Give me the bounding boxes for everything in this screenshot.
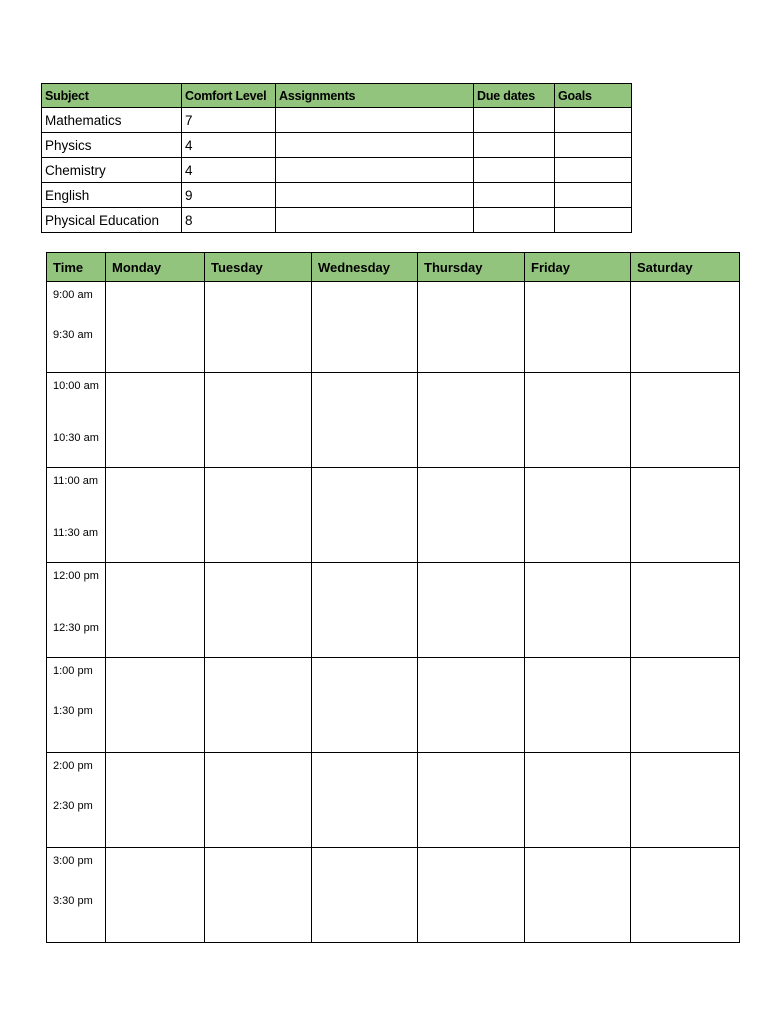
table-row: [42, 208, 632, 233]
time-cell: [47, 848, 106, 943]
schedule-row: [47, 373, 740, 468]
schedule-cell-thursday[interactable]: [418, 753, 525, 848]
schedule-cell-friday[interactable]: [525, 468, 631, 563]
schedule-cell-wednesday[interactable]: [312, 282, 418, 373]
time-slot-label: 3:30 pm: [53, 895, 93, 907]
schedule-cell-saturday[interactable]: [631, 848, 740, 943]
time-cell: [47, 563, 106, 658]
schedule-cell-tuesday[interactable]: [205, 282, 312, 373]
table-row: [42, 158, 632, 183]
schedule-row: [47, 282, 740, 373]
time-cell: [47, 753, 106, 848]
time-slot-label: 1:30 pm: [53, 705, 93, 717]
subject-cell[interactable]: Physical Education: [42, 208, 182, 233]
time-slot-label: 10:30 am: [53, 432, 99, 444]
goals-cell[interactable]: [555, 208, 632, 233]
schedule-cell-thursday[interactable]: [418, 658, 525, 753]
time-slot-label: 2:00 pm: [53, 760, 93, 772]
header-assignments: Assignments: [276, 84, 474, 108]
header-comfort-level: Comfort Level: [182, 84, 276, 108]
schedule-cell-monday[interactable]: [106, 658, 205, 753]
header-wednesday: Wednesday: [312, 253, 418, 282]
time-cell: [47, 468, 106, 563]
schedule-cell-tuesday[interactable]: [205, 658, 312, 753]
schedule-cell-tuesday[interactable]: [205, 563, 312, 658]
table-row: [42, 183, 632, 208]
schedule-cell-saturday[interactable]: [631, 282, 740, 373]
schedule-cell-wednesday[interactable]: [312, 848, 418, 943]
weekly-schedule-table: [46, 252, 740, 943]
time-slot-label: 9:30 am: [53, 329, 93, 341]
schedule-cell-monday[interactable]: [106, 753, 205, 848]
schedule-cell-wednesday[interactable]: [312, 658, 418, 753]
comfort-cell[interactable]: 9: [182, 183, 276, 208]
schedule-cell-tuesday[interactable]: [205, 848, 312, 943]
goals-cell[interactable]: [555, 108, 632, 133]
schedule-cell-friday[interactable]: [525, 848, 631, 943]
time-slot-label: 11:30 am: [53, 527, 99, 539]
time-slot-label: 1:00 pm: [53, 665, 93, 677]
schedule-cell-monday[interactable]: [106, 563, 205, 658]
schedule-cell-tuesday[interactable]: [205, 373, 312, 468]
goals-cell[interactable]: [555, 133, 632, 158]
table-row: [42, 108, 632, 133]
table-row: [42, 133, 632, 158]
schedule-header-row: [47, 253, 740, 282]
schedule-cell-saturday[interactable]: [631, 468, 740, 563]
schedule-cell-saturday[interactable]: [631, 753, 740, 848]
subjects-header-row: [42, 84, 632, 108]
schedule-cell-tuesday[interactable]: [205, 468, 312, 563]
schedule-cell-monday[interactable]: [106, 373, 205, 468]
subject-cell[interactable]: English: [42, 183, 182, 208]
due-date-cell[interactable]: [474, 183, 555, 208]
time-slot-label: 12:00 pm: [53, 570, 99, 582]
goals-cell[interactable]: [555, 158, 632, 183]
header-goals: Goals: [555, 84, 632, 108]
schedule-cell-thursday[interactable]: [418, 563, 525, 658]
schedule-cell-monday[interactable]: [106, 282, 205, 373]
schedule-cell-thursday[interactable]: [418, 468, 525, 563]
goals-cell[interactable]: [555, 183, 632, 208]
time-slot-label: 9:00 am: [53, 289, 93, 301]
schedule-cell-friday[interactable]: [525, 753, 631, 848]
schedule-cell-wednesday[interactable]: [312, 753, 418, 848]
comfort-cell[interactable]: 4: [182, 133, 276, 158]
header-tuesday: Tuesday: [205, 253, 312, 282]
time-slot-label: 3:00 pm: [53, 855, 93, 867]
header-friday: Friday: [525, 253, 631, 282]
subjects-table: [41, 83, 632, 233]
schedule-cell-wednesday[interactable]: [312, 563, 418, 658]
schedule-cell-thursday[interactable]: [418, 848, 525, 943]
due-date-cell[interactable]: [474, 158, 555, 183]
schedule-cell-saturday[interactable]: [631, 658, 740, 753]
comfort-cell[interactable]: 8: [182, 208, 276, 233]
schedule-cell-wednesday[interactable]: [312, 373, 418, 468]
time-slot-label: 10:00 am: [53, 380, 99, 392]
schedule-cell-friday[interactable]: [525, 282, 631, 373]
due-date-cell[interactable]: [474, 208, 555, 233]
schedule-cell-monday[interactable]: [106, 848, 205, 943]
header-thursday: Thursday: [418, 253, 525, 282]
schedule-cell-saturday[interactable]: [631, 563, 740, 658]
comfort-cell[interactable]: 4: [182, 158, 276, 183]
schedule-cell-tuesday[interactable]: [205, 753, 312, 848]
time-slot-label: 11:00 am: [53, 475, 99, 487]
schedule-cell-thursday[interactable]: [418, 282, 525, 373]
header-monday: Monday: [106, 253, 205, 282]
schedule-cell-wednesday[interactable]: [312, 468, 418, 563]
comfort-cell[interactable]: 7: [182, 108, 276, 133]
header-due-dates: Due dates: [474, 84, 555, 108]
header-time: Time: [47, 253, 106, 282]
assignments-cell[interactable]: [276, 133, 474, 158]
schedule-row: [47, 563, 740, 658]
due-date-cell[interactable]: [474, 133, 555, 158]
schedule-cell-friday[interactable]: [525, 658, 631, 753]
header-subject: Subject: [42, 84, 182, 108]
subject-cell[interactable]: Physics: [42, 133, 182, 158]
schedule-cell-friday[interactable]: [525, 563, 631, 658]
assignments-cell[interactable]: [276, 183, 474, 208]
assignments-cell[interactable]: [276, 108, 474, 133]
schedule-cell-monday[interactable]: [106, 468, 205, 563]
schedule-row: [47, 658, 740, 753]
assignments-cell[interactable]: [276, 158, 474, 183]
due-date-cell[interactable]: [474, 108, 555, 133]
time-cell: [47, 658, 106, 753]
schedule-row: [47, 848, 740, 943]
schedule-cell-saturday[interactable]: [631, 373, 740, 468]
schedule-row: [47, 753, 740, 848]
subject-cell[interactable]: Chemistry: [42, 158, 182, 183]
header-saturday: Saturday: [631, 253, 740, 282]
schedule-row: [47, 468, 740, 563]
subject-cell[interactable]: Mathematics: [42, 108, 182, 133]
time-slot-label: 12:30 pm: [53, 622, 99, 634]
assignments-cell[interactable]: [276, 208, 474, 233]
time-cell: [47, 373, 106, 468]
schedule-cell-friday[interactable]: [525, 373, 631, 468]
time-slot-label: 2:30 pm: [53, 800, 93, 812]
schedule-cell-thursday[interactable]: [418, 373, 525, 468]
time-cell: [47, 282, 106, 373]
